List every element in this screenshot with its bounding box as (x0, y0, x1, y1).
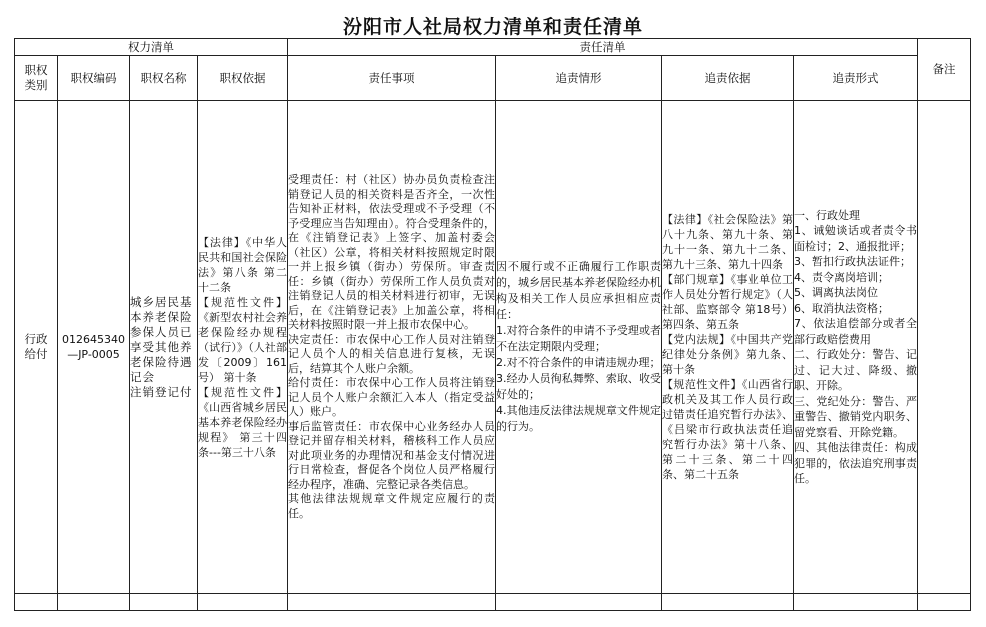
empty-cell (58, 594, 130, 611)
group-header-row (15, 39, 971, 56)
duty-cell: 受理责任：村（社区）协办员负责检查注销登记人员的相关资料是否齐全，一次性告知补正材料，依法受理或不予受理（不予受理应当告知理由）。符合受理条件的，在《注销登记表》上签字、加盖村委会（社区）公章，将相关材料按照规定时限一并上报乡镇（街办）劳保所。审查责任：乡镇（街办）劳保所工作人员负责对注销登记人员的相关材料进行初审，无误后，在《注销登记表》上加盖公章，将相关材料按照时限一并上报市农保中心。 决定责任：市农保中心工作人员对注销登记人员个人的相关信息进行复核，无误后，结算其个人账户余额。 给付责任：市农保中心工作人员将注销登记人员个人账户余额汇入本人（指定受益人）账户。 事后监管责任：市农保中心业务经办人员登记并留存相关材料，稽核科工作人员应对此项业务的办理情况和基金支付情况进行日常检查，督促各个岗位人员严格履行经办程序，准确、完整记录各类信息。 其他法律法规规章文件规定应履行的责任。 (288, 101, 496, 594)
column-header-row (15, 56, 971, 101)
basis-header: 职权依据 (198, 56, 288, 101)
name-cell: 城乡居民基本养老保险参保人员已享受其他养老保险待遇记会 注销登记付 (130, 101, 198, 594)
category-cell: 行政 给付 (15, 101, 58, 594)
form-header: 追责形式 (794, 56, 918, 101)
empty-cell (918, 594, 971, 611)
accountability-basis-cell: 【法律】《社会保险法》第八十九条、第九十条、第九十一条、第九十二条、第九十三条、第九十四条 【部门规章】《事业单位工作人员处分暂行规定》（人社部、监察部令 第18号）第四条、第五条 【党内法规】《中国共产党纪律处分条例》第九条、第十条 【规范性文件】《山西省行政机关及其工作人员行政过错责任追究暂行办法》、《吕梁市行政执法责任追究暂行办法》第十八条、第二十三条、第二十四条、第二十五条 (662, 101, 794, 594)
situation-cell: 因不履行或不正确履行工作职责的，城乡居民基本养老保险经办机构及相关工作人员应承担相应责任： 1.对符合条件的申请不予受理或者不在法定期限内受理； 2.对不符合条件的申请违规办理； 3.经办人员徇私舞弊、索取、收受好处的； 4.其他违反法律法规规章文件规定的行为。 (496, 101, 662, 594)
remark-cell (918, 101, 971, 594)
remark-header: 备注 (918, 39, 971, 101)
name-header: 职权名称 (130, 56, 198, 101)
situation-header: 追责情形 (496, 56, 662, 101)
accountability-basis-header: 追责依据 (662, 56, 794, 101)
empty-cell (662, 594, 794, 611)
page-title: 汾阳市人社局权力清单和责任清单 (342, 16, 643, 38)
table-row (15, 101, 971, 594)
empty-cell (130, 594, 198, 611)
empty-cell (794, 594, 918, 611)
empty-cell (15, 594, 58, 611)
basis-cell: 【法律】《中华人民共和国社会保险法》第八条 第二十二条 【规范性文件】《新型农村社会养老保险经办规程（试行）》（人社部发〔2009〕161号） 第十条 【规范性文件】《山西省城乡居民基本养老保险经办规程》 第三十四条---第三十八条 (198, 101, 288, 594)
empty-cell (496, 594, 662, 611)
empty-row (15, 594, 971, 611)
form-cell: 一、行政处理 1、诫勉谈话或者责令书面检讨；2、通报批评； 3、暂扣行政执法证件； 4、责令离岗培训； 5、调离执法岗位 6、取消执法资格； 7、依法追偿部分或者全部行政赔偿费用 二、行政处分：警告、记过、记大过、降级、撤职、开除。 三、党纪处分：警告、严重警告、撤销党内职务、留党察看、开除党籍。 四、其他法律责任：构成犯罪的，依法追究刑事责任。 (794, 101, 918, 594)
empty-cell (288, 594, 496, 611)
code-cell: 012645340 —JP-0005 (58, 101, 130, 594)
duty-header: 责任事项 (288, 56, 496, 101)
empty-cell (198, 594, 288, 611)
category-header: 职权 类别 (15, 56, 58, 101)
code-header: 职权编码 (58, 56, 130, 101)
power-list-group-header: 权力清单 (15, 39, 288, 56)
responsibility-list-group-header: 责任清单 (288, 39, 918, 56)
responsibility-table (14, 38, 971, 611)
